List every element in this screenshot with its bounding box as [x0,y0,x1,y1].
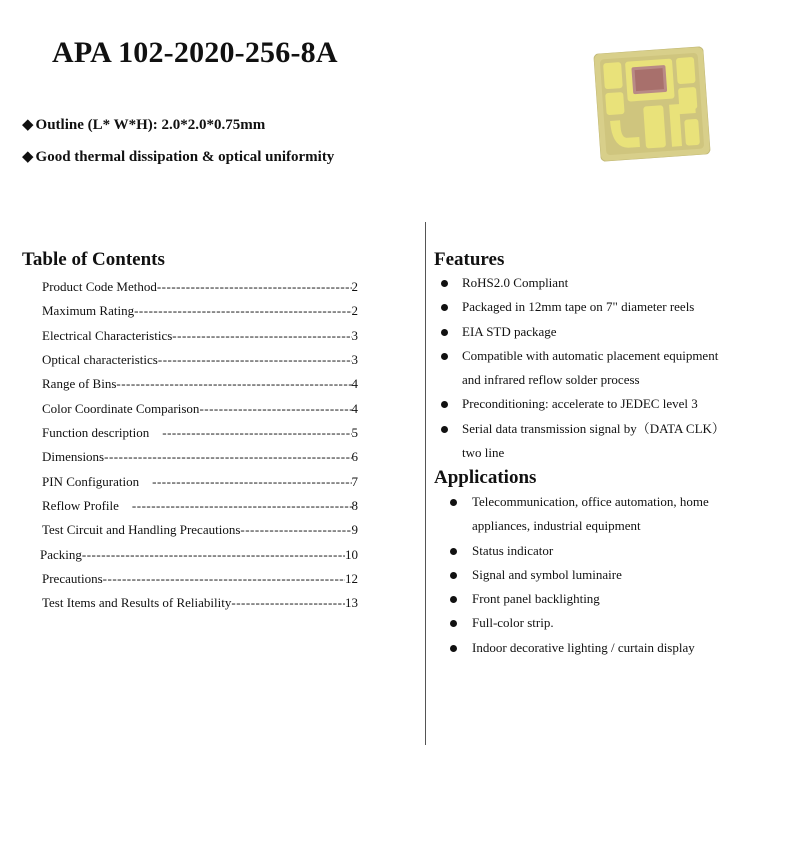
toc-item-label: Electrical Characteristics [42,327,173,343]
toc-item[interactable] [42,494,358,518]
column-divider [425,222,426,745]
toc-leader [134,303,351,319]
toc-leader [104,449,351,465]
toc-leader [231,595,345,611]
toc-item-page: 5 [351,425,358,441]
list-item-continuation: appliances, industrial equipment [472,518,641,534]
features-list [462,271,782,465]
bullet-icon [450,572,457,579]
list-item: Compatible with automatic placement equipment [462,344,782,368]
list-item: Full-color strip. [472,611,772,635]
outline-spec-text: Outline (L* W*H): 2.0*2.0*0.75mm [35,117,266,133]
toc-item[interactable] [42,421,358,445]
toc-item[interactable] [42,324,358,348]
toc-item-page: 2 [351,303,358,319]
toc-item-label: Reflow Profile [42,498,132,514]
bullet-icon [450,645,457,652]
toc-item[interactable] [42,445,358,469]
list-item: Preconditioning: accelerate to JEDEC level 3 [462,392,782,416]
toc-leader [158,352,352,368]
toc-item[interactable] [42,567,358,591]
bullet-icon [441,329,448,336]
list-item: Telecommunication, office automation, home [472,490,772,514]
toc-item[interactable] [42,348,358,372]
toc-item-page: 3 [351,352,358,368]
outline-spec [22,115,265,134]
toc-item-label: Packing [40,546,82,562]
led-chip-image [593,46,710,161]
bullet-icon [441,426,448,433]
toc-item-page: 7 [351,473,358,489]
toc-leader [199,401,351,417]
toc-item-label: Function description [42,425,163,441]
list-item: Front panel backlighting [472,587,772,611]
features-heading: Features [434,249,505,270]
bullet-icon [441,304,448,311]
toc-item-label: Optical characteristics [42,352,158,368]
toc-item-page: 6 [351,449,358,465]
toc-leader [152,474,351,490]
list-item: Packaged in 12mm tape on 7" diameter reels [462,295,782,319]
thermal-spec-text: Good thermal dissipation & optical uniformity [35,149,335,165]
toc-item-page: 9 [351,522,358,538]
toc-item-label: Precautions [42,571,103,587]
applications-list [472,490,772,660]
toc-leader [116,376,351,392]
toc-leader [103,571,345,587]
bullet-icon [450,620,457,627]
toc-heading: Table of Contents [22,249,165,270]
toc-item[interactable] [42,299,358,323]
toc-item-page: 13 [345,595,358,611]
toc-item-page: 4 [351,376,358,392]
toc-leader [132,498,352,514]
bullet-icon [450,499,457,506]
bullet-icon [450,548,457,555]
toc-leader [82,547,345,563]
thermal-spec [22,147,334,166]
toc-item-page: 12 [345,571,358,587]
toc-item-label: Dimensions [42,449,105,465]
list-item: EIA STD package [462,320,782,344]
toc-item-label: Color Coordinate Comparison [42,400,200,416]
diamond-bullet-icon: ◆ [22,117,34,133]
bullet-icon [441,401,448,408]
toc-item[interactable] [42,275,358,299]
toc-leader [162,425,351,441]
toc-item-label: Test Items and Results of Reliability [42,595,232,611]
table-of-contents [42,275,358,616]
toc-leader [172,328,351,344]
list-item: Status indicator [472,539,772,563]
toc-item[interactable] [42,397,358,421]
list-item-continuation: two line [462,445,505,461]
toc-item-label: Product Code Method [42,279,157,295]
toc-leader [240,522,351,538]
diamond-bullet-icon: ◆ [22,149,34,165]
toc-item-label: Range of Bins [42,376,117,392]
list-item-continuation: and infrared reflow solder process [462,372,640,388]
toc-item-page: 8 [351,498,358,514]
bullet-icon [450,596,457,603]
toc-item[interactable] [42,372,358,396]
toc-item[interactable] [40,543,358,567]
toc-item-label: Maximum Rating [42,303,135,319]
list-item: Serial data transmission signal by（DATA CLK） [462,417,782,441]
toc-leader [157,279,352,295]
list-item: Indoor decorative lighting / curtain display [472,636,772,660]
toc-item[interactable] [42,518,358,542]
bullet-icon [441,280,448,287]
toc-item-page: 3 [351,327,358,343]
toc-item[interactable] [42,591,358,615]
applications-heading: Applications [434,467,537,488]
toc-item-page: 4 [351,400,358,416]
toc-item-page: 2 [351,279,358,295]
list-item: Signal and symbol luminaire [472,563,772,587]
toc-item[interactable] [42,470,358,494]
toc-item-label: PIN Configuration [42,473,153,489]
bullet-icon [441,353,448,360]
document-title: APA 102-2020-256-8A [52,36,338,69]
toc-item-page: 10 [345,546,358,562]
toc-item-label: Test Circuit and Handling Precautions [42,522,241,538]
list-item: RoHS2.0 Compliant [462,271,782,295]
